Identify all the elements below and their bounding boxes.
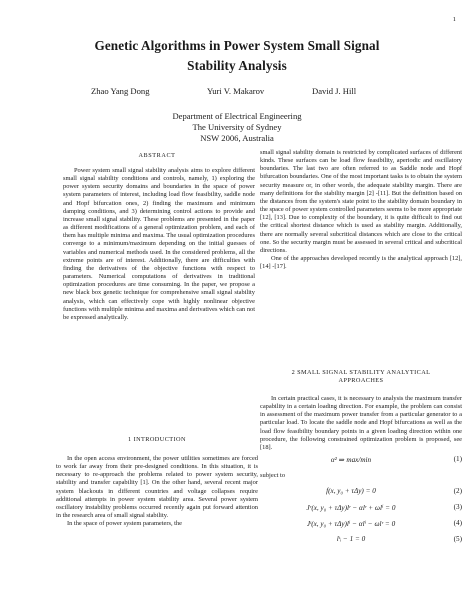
right-column-body — [260, 149, 462, 271]
author-2: Yuri V. Makarov — [207, 86, 265, 96]
paper-title-line2: Stability Analysis — [187, 58, 287, 73]
equation-expression: Jʳ(x, y₀ + τΔy)lʳ − αlʳ + ωlⁱ = 0 — [306, 504, 396, 512]
equation-number: (1) — [453, 455, 462, 463]
equation-2 — [260, 487, 462, 498]
equation-3 — [260, 503, 462, 514]
abstract-paragraph: Power system small signal stability analysis aims to explore different small signal stability conditions and controls, namely, 1) exploring the power system security domains and boundaries in the space of power system parameters of interest, including load flow feasibility, saddle node and Hopf bifurcation ones, 2) finding the maximum and minimum damping conditions, and 3) determining control actions to provide and increase small signal stability. These problems are presented in the paper as different modifications of a general optimization problem, and each of them has multiple minima and maxima. The usual optimization procedures converge to a minimum/maximum depending on the initial guesses of variables and numerical methods used. In the considered problems, all the extreme points are of interest. Additionally, there are difficulties with finding the derivatives of the objective functions with respect to parameters. Numerical computations of derivatives in traditional optimization procedures are time consuming. In the paper, we propose a new black box genetic technique for comprehensive small signal stability analysis, which can effectively cope with highly nonlinear objective functions with multiple minima and maxima and derivatives which can not be expressed analytically. — [63, 167, 255, 321]
abstract-text — [63, 167, 255, 322]
abstract-heading: ABSTRACT — [138, 152, 176, 159]
equation-expression: α² ⇒ max/min — [330, 456, 372, 464]
introduction-heading: 1 INTRODUCTION — [128, 436, 186, 443]
section-2-paragraph: In certain practical cases, it is necessary to analysis the maximum transfer capability in a certain loading direction. For example, the problem can consist in assessment of the maximum power transfer from a particular generator to a particular load. To locate the saddle node and Hopf bifurcations as well as the load flow feasibility boundary points in a given loading direction within one procedure, the following constrained optimization problem is proposed, see [18]. — [260, 395, 462, 451]
section-2-heading — [260, 369, 462, 386]
section-2-body — [260, 395, 462, 452]
body-paragraph: One of the approaches developed recently is the analytical approach [12], [14] -[17]. — [260, 255, 462, 271]
page-number: 1 — [452, 16, 456, 23]
subject-to-label: subject to — [260, 472, 286, 479]
introduction-body — [56, 455, 258, 528]
equation-1 — [260, 455, 462, 466]
introduction-paragraph: In the space of power system parameters, the — [67, 520, 182, 528]
equation-number: (4) — [453, 519, 462, 527]
equation-number: (5) — [453, 535, 462, 543]
affiliation-department: Department of Electrical Engineering — [172, 111, 302, 121]
affiliation-address: NSW 2006, Australia — [200, 133, 274, 143]
author-list — [0, 86, 474, 98]
equation-number: (3) — [453, 503, 462, 511]
body-paragraph: small signal stability domain is restricted by complicated surfaces of different kinds. These surfaces can be load flow feasibility, aperiodic and oscillatory boundaries. The last two are often referred to as Saddle node and Hopf bifurcation boundaries. One of the most important tasks is to obtain the system security measure or, in other words, the adequate stability margin. There are many definitions for the stability margin [2] -[11]. But the definition based on the distances from the system's state point to the stability domain boundary in the space of power system controlled parameters seems to be more appropriate [12], [13]. Due to complexity of the boundary, it is quite difficult to find out the critical shortest distance which is used as stability margin. Additionally, there are normally several subcritical distances which are close to the critical one. So the security margin must be assessed in several critical and subcritical directions. — [260, 149, 462, 254]
equation-4 — [260, 519, 462, 530]
equation-5 — [260, 535, 462, 546]
section-2-heading-line1: 2 SMALL SIGNAL STABILITY ANALYTICAL — [291, 369, 431, 376]
introduction-paragraph: In the open access environment, the power utilities sometimes are forced to work far away from their pre-designed conditions. In this situation, it is necessary to re-approach the problems related to power system security, stability and transfer capability [1]. On the other hand, several recent major system blackouts in different countries and voltage collapses require additional attempts in power system stability area. Several power system oscillatory instability problems occurred recently again put forward attention in the research area of small signal stability. — [56, 455, 258, 520]
equation-expression: f(x, y₀ + τΔy) = 0 — [326, 487, 376, 495]
equation-number: (2) — [453, 487, 462, 495]
affiliation-university: The University of Sydney — [192, 122, 282, 132]
author-1: Zhao Yang Dong — [91, 86, 150, 96]
equation-expression: Jᵗ(x, y₀ + τΔy)lⁱ − αlⁱ − ωlʳ = 0 — [306, 520, 396, 528]
equation-expression: lᵗᵢ − 1 = 0 — [336, 535, 366, 543]
author-3: David J. Hill — [312, 86, 357, 96]
paper-title-line1: Genetic Algorithms in Power System Small Signal — [94, 38, 380, 53]
section-2-heading-line2: APPROACHES — [338, 377, 384, 385]
